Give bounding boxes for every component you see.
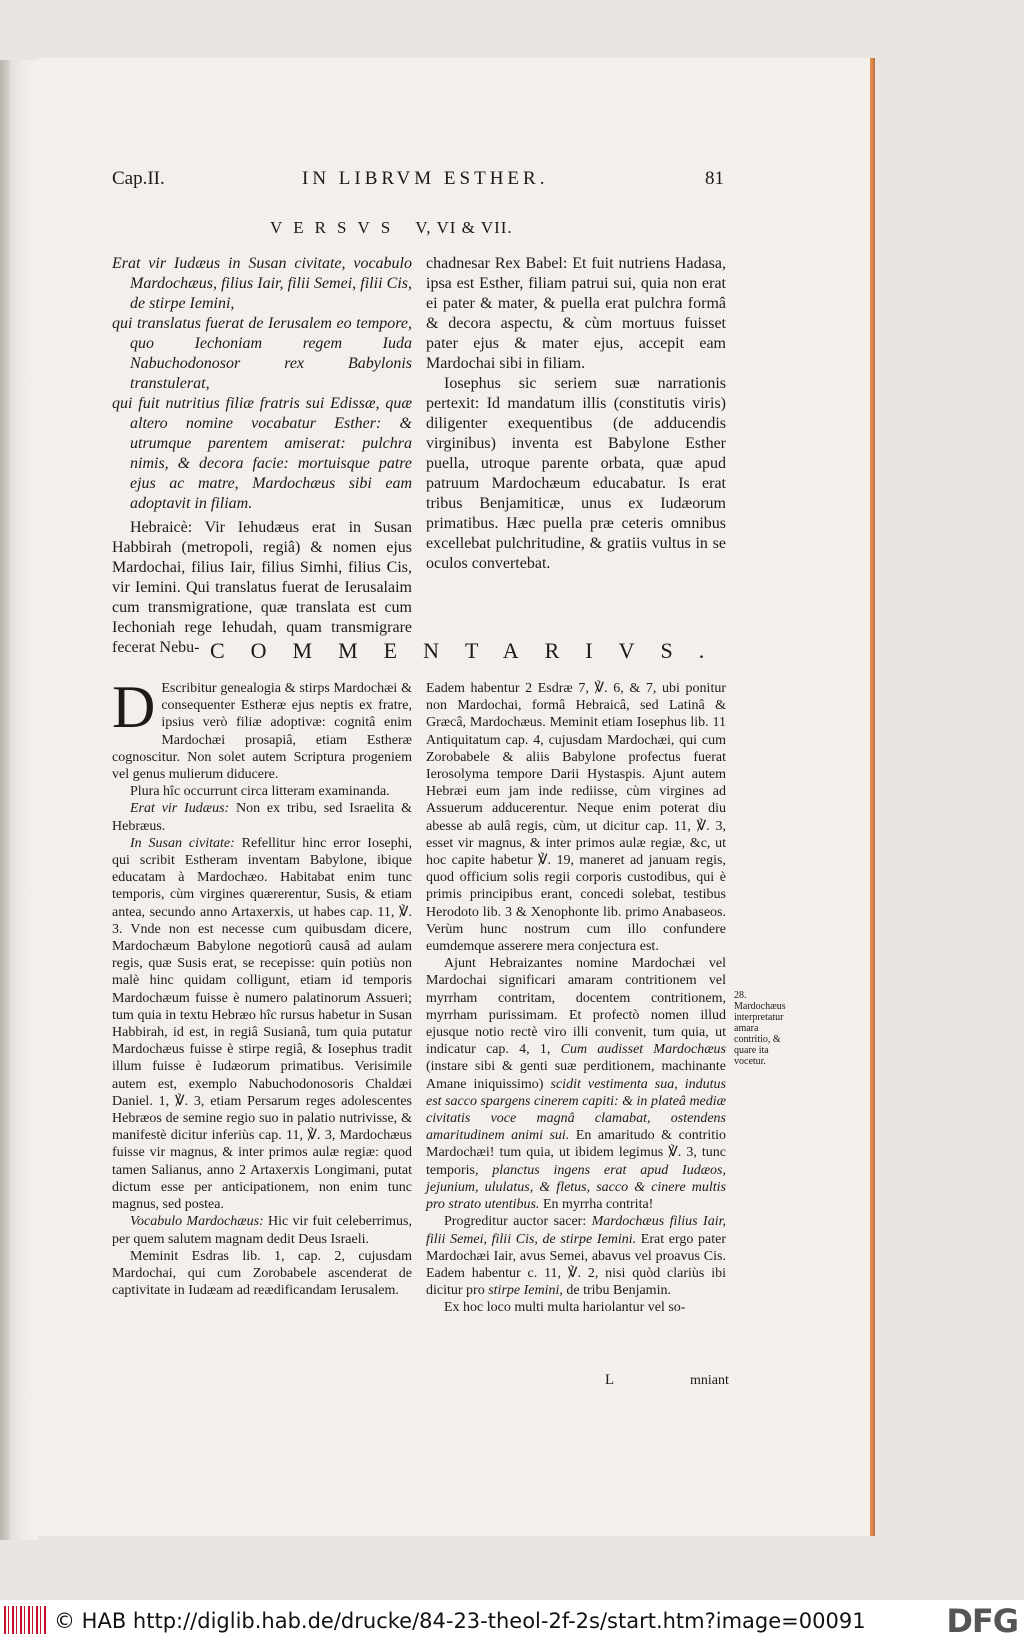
drop-capital: D [112,674,156,740]
paragraph-text: Progreditur auctor sacer: [444,1214,592,1230]
vulgate-line: qui translatus fuerat de Ierusalem eo tempore, quo Iechoniam regem Iuda Nabuchodonosor rex Babylonis transtulerat, [112,315,412,392]
quotation: Mardochæus filius Iair, filii Semei, filii Cis, de stirpe Iemini. [426,1214,726,1247]
running-head [112,168,724,192]
viewer-footer [0,1600,1024,1640]
commentary-paragraph [112,835,412,1213]
adjacent-page-edge [0,60,38,1540]
quotation: planctus ingens erat apud Iudæos, jejunium, ululatus, & fletus, sacco & cinere multis pro strato utentibus. [426,1162,726,1213]
lemma: Vocabulo Mardochæus: [130,1214,264,1230]
catchword: mniant [690,1373,729,1388]
vulgate-line: qui fuit nutritius filiæ fratris sui Edissæ, quæ altero nomine vocabatur Esther: & utrumque parentem amiserat: pulchra nimis, & decora facie: mortuisque patre ejus ac matre, Mardochæus sibi eam adoptavit in filiam. [112,395,412,512]
paragraph-text: En amaritudo & contritio Mardochæi! tum quia, ut ibidem legimus ℣. 3, tunc temporis, [426,1128,726,1178]
verse-left-column [112,254,412,658]
vulgate-text [112,254,412,514]
commentary-paragraph: Meminit Esdras lib. 1, cap. 2, cujusdam Mardochai, qui cum Zorobabele ascenderat de captivitate in Iudæam ad reædificandam Ierusalem. [112,1248,412,1299]
verse-right-column [426,254,726,574]
paragraph-text: En myrrha contrita! [539,1197,654,1213]
verse-right-paragraph: chadnesar Rex Babel: Et fuit nutriens Hadasa, ipsa est Esther, filiam patrui sui, quia non erat ei pater & mater, & puella erat pulchra formâ & decora aspectu, & cùm mortuus fuisset pater ejus & mater ejus, accepit eam Mardochai sibi in filiam. [426,255,726,372]
book-title: IN LIBRVM ESTHER. [302,168,549,189]
commentary-paragraph [112,674,412,783]
paragraph-text: , de tribu Benjamin. [559,1283,671,1299]
signature-mark: L [605,1372,615,1388]
lemma: In Susan civitate: [130,835,235,851]
commentary-paragraph: Eadem habentur 2 Esdræ 7, ℣. 6, & 7, ubi ponitur non Mardochai, formâ Hebraicâ, sed Latinâ & Græcâ, Mardochæus. Meminit etiam Iosephus lib. 11 Antiquitatum cap. 4, cujusdam Mardochæi, qui cum Zorobabele & aliis Babylone profectus fuerat Ierosolyma tempore Darii Hystaspis. Ajunt autem Hebræi eum jam inde rediisse, cùm virgines ad Assuerum adducerentur. Neque enim poterat diu abesse ab aulâ regis, cùm, ut dicitur cap. 11, ℣. 3, esset vir magnus, & inter primos aulæ regiæ, &c, ut hoc capite habetur ℣. 19, maneret ad januam regis, quod officium solis regii corporis custodibus, qui è primis principibus erant, concedi solebat, testibus Herodoto lib. 3 & Xenophonte lib. primo Anabaseos. Verùm hunc nostrum cum illo confundere eumdemque asserere mera conjectura est. [426,681,726,955]
commentary-right-column [426,680,726,1317]
commentary-left-column [112,674,412,1299]
commentary-paragraph [112,1213,412,1247]
marginal-note: 28. Mardochæus interpretatur amara contritio, & quare ita vocetur. [734,990,786,1067]
verse-heading-label: VERSVS [270,218,402,237]
commentary-paragraph: Plura hîc occurrunt circa litteram examinanda. [130,784,390,800]
vulgate-line: Erat vir Iudæus in Susan civitate, vocabulo Mardochæus, filius Iair, filii Semei, filii Cis, de stirpe Iemini, [112,255,412,312]
book-fold [0,60,10,1540]
commentary-paragraph [426,955,726,1213]
paragraph-text: Hic vir fuit celeberrimus, per quem salutem magnam dedit Deus Israeli. [112,1214,412,1247]
lemma: Erat vir Iudæus: [130,801,230,817]
quotation: stirpe Iemini [488,1283,560,1299]
dfg-logo: DFG [946,1602,1018,1640]
paragraph-text: Refellitur hinc error Iosephi, qui scribit Estheram inventam Babylone, ibique educatam à Mardochæo. Habitabat enim tunc temporis, cùm virgines quærerentur, Susis, & etiam antea, secundo anno Artaxerxis, ut habes cap. 11, ℣. 3. Vnde non est necesse cum quibusdam dicere, Mardochæum Babylone negotiorû causâ ad aulam regis, quæ Susis erat, se recepisse: quin potiùs non malè hinc quidam colligunt, etiam id temporis Mardochæum fuisse è numero palatinorum Assueri; tum quia in textu Hebræo hîc rursus habetur in Susan Habbirah, id est, in regiâ Susianâ, tum quia putatur Mardochæus fuisse è stirpe regiâ, & Iosephus tradit illum fuisse è Iudæorum primatibus. Verisimile autem est, exemplo Nabuchodonosoris Chaldæi Daniel. 1, ℣. 3, etiam Persarum reges adolescentes Hebræos de semine regio suo in palatio nutrivisse, & manifestè dicitur inferiùs cap. 11, ℣. 3, Mardochæus fuisse vir magnus, & inter primos aulæ regiæ: quod tamen Salianus, anno 2 Artaxerxis Longimani, putat dictum esse per anticipationem, non enim tunc magnus, sed postea. [112,835,412,1213]
commentarius-heading: COMMENTARIVS. [210,638,731,663]
paragraph-text: Escribitur genealogia & stirps Mardochæi & consequenter Estheræ ejus neptis ex fratre, ipsius verò filiæ adoptivæ: cognitâ enim Mardochæi prosapiâ, etiam Estheræ cognoscitur. Non solet autem Scriptura progeniem vel genus mulierum diducere. [112,681,412,783]
commentary-paragraph [426,1213,726,1299]
page-number: 81 [705,168,724,189]
paragraph-text: Ajunt Hebraizantes nomine Mardochæi vel Mardochai significari amaram contritionem vel myrrham contritam, docentem contritionem, myrrham purissimam. Et profectò nomen illud ejusque notio rectè viro illi convenit, tum quia, ut indicatur cap. 4, 1, [426,956,726,1058]
paragraph-text: Non ex tribu, sed Israelita & Hebræus. [112,801,412,834]
commentary-paragraph: Ex hoc loco multi multa hariolantur vel so- [444,1300,686,1316]
hebraice-paragraph: Hebraicè: Vir Iehudæus erat in Susan Habbirah (metropoli, regiâ) & nomen ejus Mardochai, filius Iair, filius Simhi, filius Cis, vir Iemini. Qui translatus fuerat de Ierusalaim cum transmigratione, quæ translata est cum Iechoniah rege Iehudah, quam transmigrare fecerat Nebu- [112,519,412,656]
quotation: Cum audisset Mardochæus [560,1042,726,1058]
paragraph-text: (instare sibi & genti suæ perditionem, machinante Amane iniquissimo) [426,1059,726,1092]
paragraph-text: Erat ergo pater Mardochæi Iair, avus Semei, abavus vel proavus Cis. Eadem habentur c. 11, ℣. 2, nisi quòd clariùs ibi dicitur pro [426,1231,726,1299]
verse-heading-numbers: V, VI & VII. [415,218,513,237]
barcode-logo-icon [4,1606,48,1634]
josephus-paragraph: Iosephus sic seriem suæ narrationis pertexit: Id mandatum illis (constitutis viris) diligenter exequentibus (de adducendis virginibus) inventa est Babylone Esther puella, utroque parente orbata, quæ apud patruum Mardochæum educabatur. Is erat tribus Benjamiticæ, unus ex Iudæorum primatibus. Hæc puella præ ceteris omnibus excellebat pulchritudine, & gratiis vultus in se oculos convertebat. [426,375,726,572]
quotation: scidit vestimenta sua, indutus est sacco spargens cinerem capiti: & in plateâ mediæ civitatis voce magnâ clamabat, ostendens amaritudinem animi sui. [426,1076,726,1144]
chapter-label: Cap.II. [112,168,165,189]
copyright-url[interactable]: © HAB http://diglib.hab.de/drucke/84-23-theol-2f-2s/start.htm?image=00091 [54,1609,866,1633]
verse-section-heading [270,218,630,238]
commentary-paragraph [112,800,412,834]
